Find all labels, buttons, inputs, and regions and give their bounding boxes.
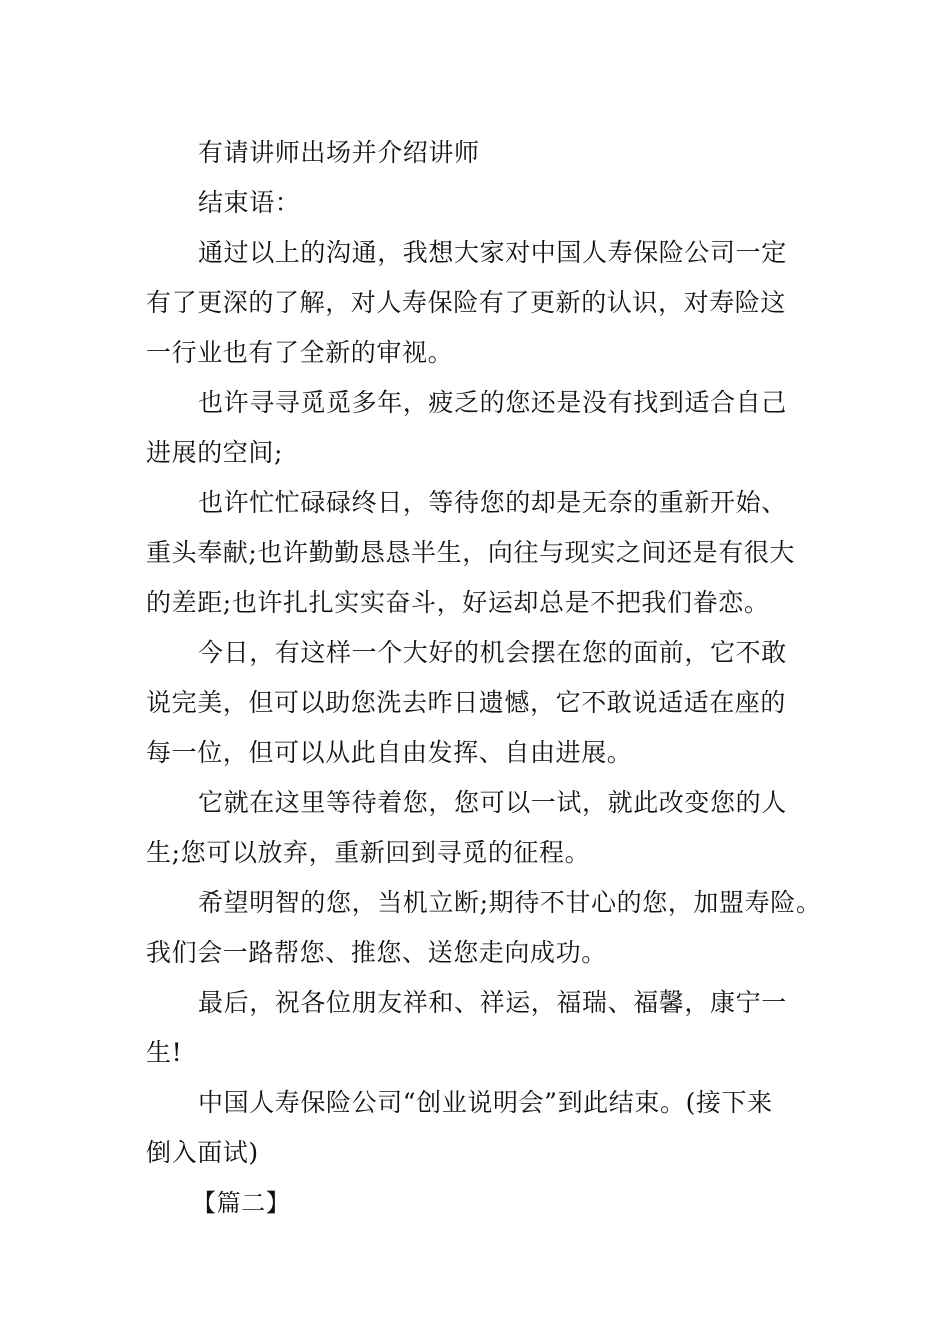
text-line-21: 倒入面试) (146, 1138, 259, 1167)
text-line-16: 希望明智的您，当机立断;期待不甘心的您，加盟寿险。 (198, 888, 822, 917)
text-line-11: 今日，有这样一个大好的机会摆在您的面前，它不敢 (198, 638, 787, 667)
text-line-17: 我们会一路帮您、推您、送您走向成功。 (146, 938, 607, 967)
text-line-3: 通过以上的沟通，我想大家对中国人寿保险公司一定 (198, 238, 787, 267)
text-line-19: 生! (146, 1038, 183, 1067)
text-line-12: 说完美，但可以助您洗去昨日遗憾，它不敢说适适在座的 (146, 688, 787, 717)
text-line-18: 最后，祝各位朋友祥和、祥运，福瑞、福馨，康宁一 (198, 988, 787, 1017)
text-line-7: 进展的空间; (146, 438, 284, 467)
text-line-20: 中国人寿保险公司“创业说明会”到此结束。(接下来 (198, 1088, 773, 1117)
text-line-1: 有请讲师出场并介绍讲师 (198, 138, 480, 167)
document-body (146, 128, 822, 1228)
text-line-15: 生;您可以放弃，重新回到寻觅的征程。 (146, 838, 591, 867)
text-line-14: 它就在这里等待着您，您可以一试，就此改变您的人 (198, 788, 787, 817)
text-line-10: 的差距;也许扎扎实实奋斗，好运却总是不把我们眷恋。 (146, 588, 770, 617)
text-line-13: 每一位，但可以从此自由发挥、自由进展。 (146, 738, 633, 767)
text-line-4: 有了更深的了解，对人寿保险有了更新的认识，对寿险这 (146, 288, 787, 317)
text-line-9: 重头奉献;也许勤勤恳恳半生，向往与现实之间还是有很大 (146, 538, 796, 567)
section-heading: 【篇二】 (192, 1189, 291, 1217)
text-line-6: 也许寻寻觅觅多年，疲乏的您还是没有找到适合自己 (198, 388, 787, 417)
text-line-8: 也许忙忙碌碌终日，等待您的却是无奈的重新开始、 (198, 488, 787, 517)
text-line-5: 一行业也有了全新的审视。 (146, 338, 454, 367)
text-line-2: 结束语： (198, 188, 301, 217)
